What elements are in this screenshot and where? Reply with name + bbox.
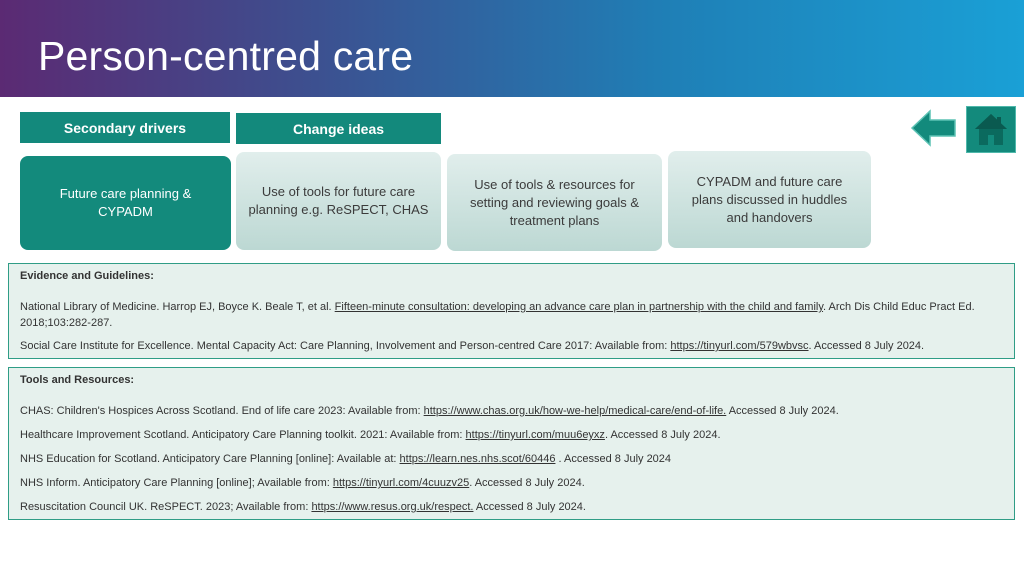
reference-text: Accessed 8 July 2024. — [473, 501, 586, 513]
secondary-drivers-header: Secondary drivers — [20, 112, 230, 143]
reference-text: Accessed 8 July 2024. — [726, 405, 839, 417]
reference-item — [20, 427, 994, 443]
secondary-driver-box — [20, 156, 231, 250]
reference-text: NHS Education for Scotland. Anticipatory Care Planning [online]: Available at: — [20, 453, 400, 465]
reference-item — [20, 338, 994, 354]
reference-item — [20, 299, 994, 331]
reference-link[interactable]: https://www.chas.org.uk/how-we-help/medical-care/end-of-life. — [423, 405, 727, 417]
change-idea-box — [668, 151, 871, 248]
change-ideas-header: Change ideas — [236, 113, 441, 144]
change-idea-text: Use of tools for future care planning e.g. ReSPECT, CHAS — [248, 184, 429, 217]
reference-link[interactable]: https://tinyurl.com/muu6eyxz — [465, 429, 605, 441]
reference-text: CHAS: Children's Hospices Across Scotland. End of life care 2023: Available from: — [20, 405, 424, 417]
reference-link[interactable]: https://tinyurl.com/579wbvsc — [670, 340, 809, 352]
evidence-heading: Evidence and Guidelines: — [20, 270, 154, 282]
reference-text: National Library of Medicine. Harrop EJ, Boyce K. Beale T, et al. — [20, 301, 335, 313]
reference-link[interactable]: Fifteen-minute consultation: developing an advance care plan in partnership with the child and family — [334, 301, 824, 313]
tools-heading: Tools and Resources: — [20, 374, 135, 386]
reference-item — [20, 499, 994, 515]
title-banner — [0, 0, 1024, 97]
reference-item — [20, 403, 994, 419]
change-idea-box — [236, 152, 441, 250]
reference-text: . Accessed 8 July 2024. — [808, 340, 925, 352]
reference-link[interactable]: https://www.resus.org.uk/respect. — [311, 501, 474, 513]
reference-text: Social Care Institute for Excellence. Mental Capacity Act: Care Planning, Involvement and Person-centred Care 2017: Available from: — [20, 340, 671, 352]
arrow-left-icon — [910, 108, 958, 148]
reference-text: . Accessed 8 July 2024 — [555, 453, 672, 465]
reference-text: . Arch Dis Child Educ Pract Ed. 2018;103:282-287. — [20, 301, 975, 329]
back-button[interactable] — [910, 108, 958, 148]
tools-panel — [8, 367, 1015, 520]
reference-text: . Accessed 8 July 2024. — [469, 477, 585, 489]
reference-item — [20, 475, 994, 491]
change-idea-text: Use of tools & resources for setting and reviewing goals & treatment plans — [469, 176, 640, 228]
page-title: Person-centred care — [38, 33, 414, 79]
change-idea-text: CYPADM and future care plans discussed in huddles and handovers — [691, 173, 848, 225]
reference-item — [20, 451, 994, 467]
change-idea-box — [447, 154, 662, 251]
home-icon — [967, 107, 1015, 152]
reference-text: . Accessed 8 July 2024. — [604, 429, 721, 441]
evidence-panel — [8, 263, 1015, 359]
driver-text: Future care planning & CYPADM — [59, 186, 192, 219]
home-button[interactable] — [966, 106, 1016, 153]
reference-text: NHS Inform. Anticipatory Care Planning [online]; Available from: — [20, 477, 333, 489]
reference-text: Healthcare Improvement Scotland. Anticipatory Care Planning toolkit. 2021: Available from: — [20, 429, 466, 441]
reference-link[interactable]: https://tinyurl.com/4cuuzv25 — [332, 477, 470, 489]
reference-text: Resuscitation Council UK. ReSPECT. 2023; Available from: — [20, 501, 312, 513]
reference-link[interactable]: https://learn.nes.nhs.scot/60446 — [399, 453, 556, 465]
